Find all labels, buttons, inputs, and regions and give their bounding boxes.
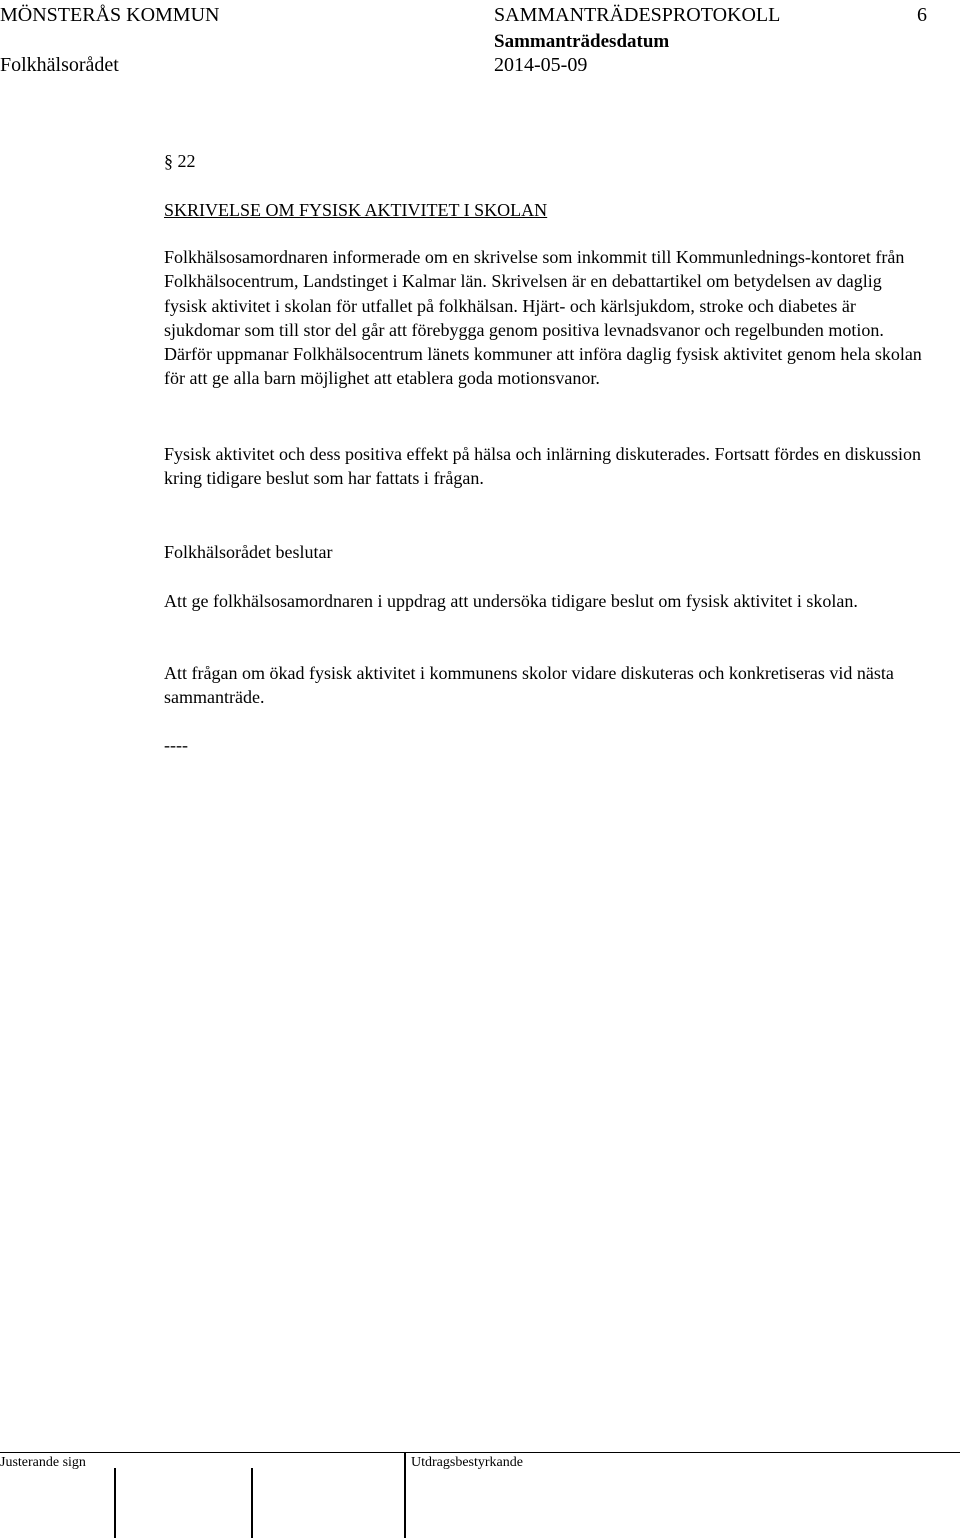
decision-heading: Folkhälsorådet beslutar (164, 542, 333, 562)
signature-box-divider (251, 1468, 253, 1538)
decision-2 (164, 661, 924, 710)
committee-name: Folkhälsorådet (0, 54, 119, 76)
page-number: 6 (917, 4, 927, 26)
intro-paragraph (164, 245, 924, 391)
body-paragraph: Folkhälsosamordnaren informerade om en skrivelse som inkommit till Kommunlednings-kontoret från Folkhälsocentrum, Landstinget i Kalmar län. Skrivelsen är en debattartikel om betydelsen av daglig fysisk aktivitet i skolan för utfallet på folkhälsan. Hjärt- och kärlsjukdom, stroke och diabetes är sjukdomar som till stor del går att förebygga genom positiva levnadsvanor och regelbunden motion. Därför uppmanar Folkhälsocentrum länets kommuner att införa daglig fysisk aktivitet genom hela skolan för att ge alla barn möjlighet att etablera goda motionsvanor. (164, 247, 922, 389)
org-name: MÖNSTERÅS KOMMUN (0, 4, 220, 26)
signature-box-divider (114, 1468, 116, 1538)
decision-text: Att frågan om ökad fysisk aktivitet i kommunens skolor vidare diskuteras och konkretiseras vid nästa sammanträde. (164, 663, 894, 708)
decision-1 (164, 589, 924, 613)
section-title: SKRIVELSE OM FYSISK AKTIVITET I SKOLAN (164, 200, 548, 220)
justerande-sign-label: Justerande sign (0, 1455, 86, 1470)
discussion-paragraph (164, 442, 924, 491)
meeting-date: 2014-05-09 (494, 54, 588, 76)
meeting-date-label: Sammanträdesdatum (494, 31, 670, 52)
document-type: SAMMANTRÄDESPROTOKOLL (494, 4, 781, 26)
paragraph-number: § 22 (164, 151, 196, 171)
signature-box-divider (404, 1452, 406, 1538)
decision-text: Att ge folkhälsosamordnaren i uppdrag att undersöka tidigare beslut om fysisk aktivitet i skolan. (164, 591, 858, 611)
footer-divider (0, 1452, 960, 1453)
body-paragraph: Fysisk aktivitet och dess positiva effekt på hälsa och inlärning diskuterades. Fortsatt fördes en diskussion kring tidigare beslut som har fattats i frågan. (164, 444, 922, 489)
end-marker: ---- (164, 735, 188, 755)
utdragsbestyrkande-label: Utdragsbestyrkande (411, 1455, 523, 1470)
